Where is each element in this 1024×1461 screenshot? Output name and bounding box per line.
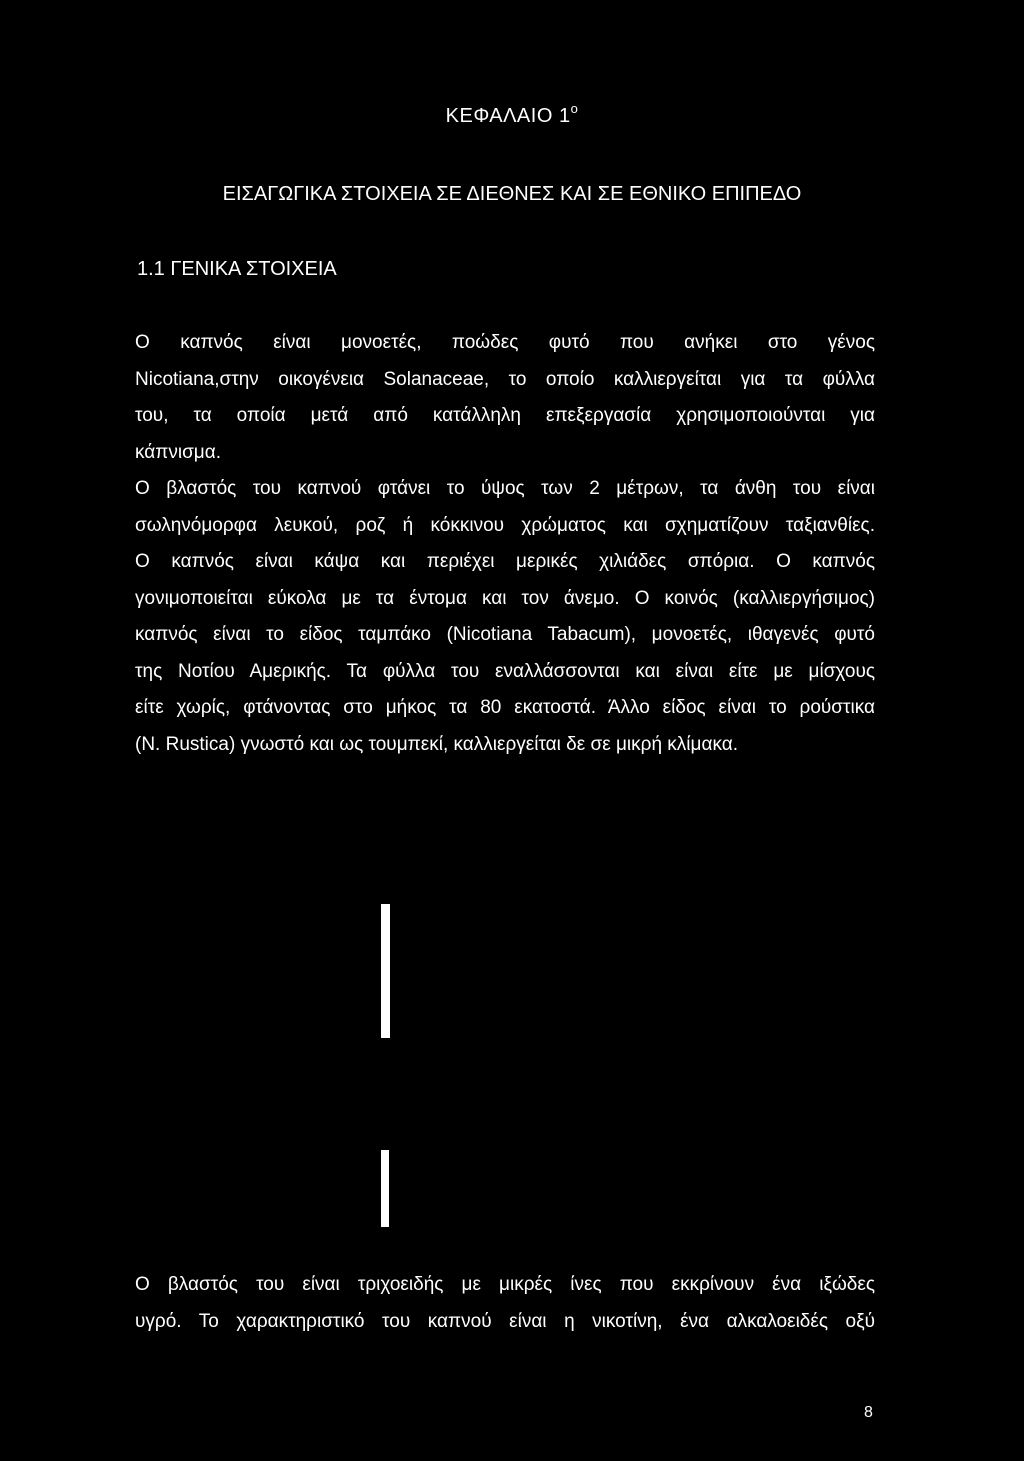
text-line: καπνός είναι το είδος ταμπάκο (Nicotiana Tabacum), μονοετές, ιθαγενές φυτό — [135, 624, 875, 645]
scan-artifact-bar — [381, 1150, 389, 1227]
text-line: της Νοτίου Αμερικής. Τα φύλλα του εναλλάσσονται και είναι είτε με μίσχους — [135, 660, 875, 682]
scan-artifact-bar — [381, 904, 390, 1038]
text-line: (Ν. Rustica) γνωστό και ως τουμπεκί, καλλιεργείται δε σε μικρή κλίμακα. — [135, 733, 738, 755]
main-paragraph — [135, 325, 875, 763]
text-line: υγρό. Το χαρακτηριστικό του καπνού είναι η νικοτίνη, ένα αλκαλοειδές οξύ — [135, 1310, 875, 1332]
chapter-superscript: ο — [570, 101, 579, 116]
text-line: Ο καπνός είναι κάψα και περιέχει μερικές χιλιάδες σπόρια. Ο καπνός — [135, 551, 875, 572]
section-title: 1.1 ΓΕΝΙΚΑ ΣΤΟΙΧΕΙΑ — [137, 258, 337, 280]
chapter-heading — [0, 102, 1024, 130]
text-line: Ο βλαστός του είναι τριχοειδής με μικρές ίνες που εκκρίνουν ένα ιξώδες — [135, 1274, 875, 1295]
text-line: σωληνόμορφα λευκού, ροζ ή κόκκινου χρώματος και σχηματίζουν ταξιανθίες. — [135, 514, 875, 536]
text-line: Ο καπνός είναι μονοετές, ποώδες φυτό που ανήκει στο γένος — [135, 332, 875, 353]
text-line: του, τα οποία μετά από κατάλληλη επεξεργασία χρησιμοποιούνται για — [135, 405, 875, 426]
text-line: είτε χωρίς, φτάνοντας στο μήκος τα 80 εκατοστά. Άλλο είδος είναι το ρούστικα — [135, 697, 875, 718]
chapter-label: ΚΕΦΑΛΑΙΟ 1 — [445, 105, 571, 127]
text-line: Nicotiana,στην οικογένεια Solanaceae, το οποίο καλλιεργείται για τα φύλλα — [135, 368, 875, 390]
bottom-paragraph — [135, 1267, 875, 1340]
page-number: 8 — [864, 1404, 873, 1421]
text-line: Ο βλαστός του καπνού φτάνει το ύψος των 2 μέτρων, τα άνθη του είναι — [135, 478, 875, 499]
text-line: κάπνισμα. — [135, 441, 222, 463]
text-line: γονιμοποιείται εύκολα με τα έντομα και τον άνεμο. Ο κοινός (καλλιεργήσιμος) — [135, 587, 875, 609]
chapter-subtitle: ΕΙΣΑΓΩΓΙΚΑ ΣΤΟΙΧΕΙΑ ΣΕ ΔΙΕΘΝΕΣ ΚΑΙ ΣΕ ΕΘΝΙΚΟ ΕΠΙΠΕΔΟ — [222, 183, 802, 205]
